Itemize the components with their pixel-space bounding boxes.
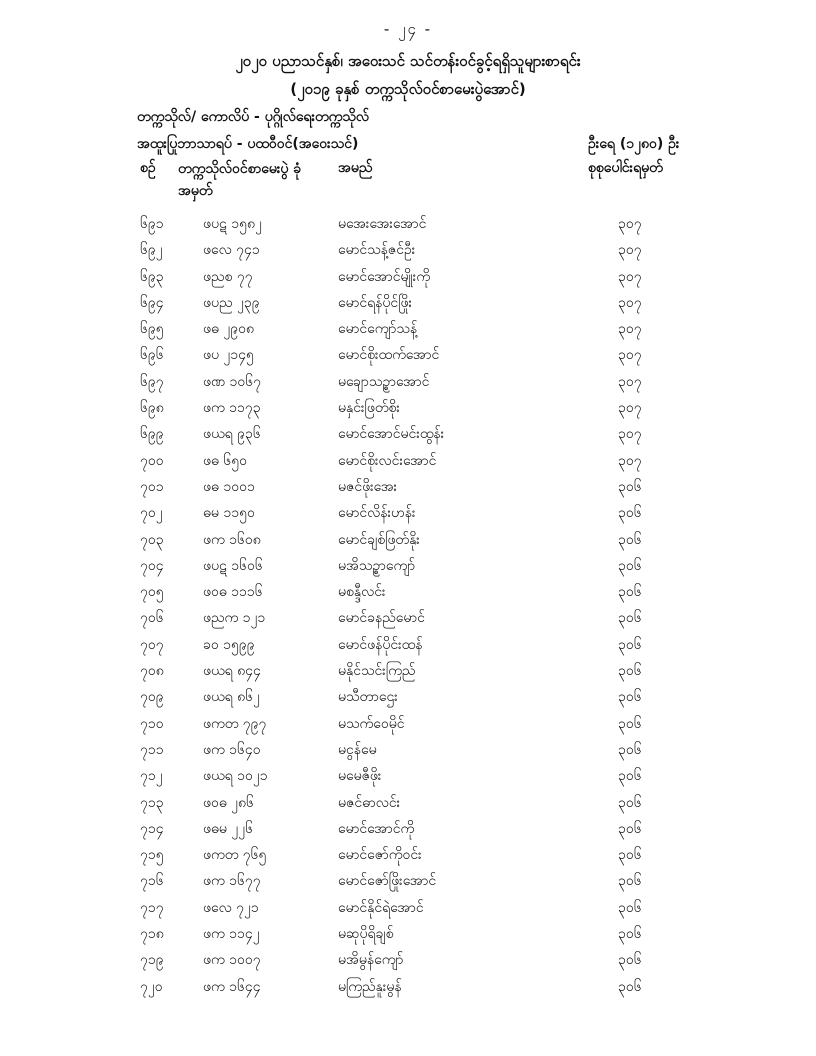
row-roll-number: ဖဓ ၆၅၀	[203, 452, 247, 469]
row-number: ၇၁၅	[140, 847, 164, 864]
table-row	[0, 341, 816, 367]
header-roll: တက္ကသိုလ်ဝင်စာမေးပွဲ ခုံအမှတ်	[178, 161, 302, 199]
row-name: မအိသဥ္စာကျော်	[338, 557, 416, 574]
table-row	[0, 867, 816, 893]
row-total-score: ၃၀၇	[618, 268, 642, 285]
table-row	[0, 973, 816, 999]
row-number: ၆၉၉	[140, 426, 164, 443]
row-roll-number: ဖလေ ၇၂၁	[203, 899, 259, 916]
row-name: မောင်ရန်ပိုင်ဖြိုး	[338, 294, 413, 311]
results-table	[0, 210, 816, 999]
row-roll-number: ဖက ၁၆၇၇	[203, 873, 261, 890]
row-roll-number: ဖက ၁၁၄၂	[203, 926, 260, 943]
row-roll-number: ဖဓ ၁၀၀၁	[203, 478, 255, 495]
row-roll-number: ဖက ၁၆၄၀	[203, 741, 261, 758]
row-name: မောင်အောင်မျိုးကို	[338, 268, 431, 285]
row-name: မချောသဥ္စာအောင်	[338, 373, 430, 390]
row-roll-number: ဖညစ ၇၇	[203, 268, 253, 285]
row-total-score: ၃၀၆	[618, 636, 642, 653]
header-no: စဉ်	[140, 160, 156, 176]
row-roll-number: ဖယရ ၈၆၂	[203, 689, 260, 706]
table-row	[0, 394, 816, 420]
row-total-score: ၃၀၆	[618, 689, 642, 706]
table-row	[0, 499, 816, 525]
table-row	[0, 815, 816, 841]
row-number: ၆၉၆	[140, 347, 164, 364]
row-roll-number: ဖပဋ ၁၅၈၂	[203, 216, 262, 232]
row-total-score: ၃၀၆	[618, 741, 642, 758]
table-row	[0, 526, 816, 552]
table-row	[0, 315, 816, 341]
row-roll-number: ဖကတ ၇၉၇	[203, 715, 267, 732]
table-row	[0, 657, 816, 683]
row-number: ၇၀၈	[140, 663, 164, 680]
row-total-score: ၃၀၆	[618, 926, 642, 943]
row-number: ၇၁၉	[140, 952, 164, 969]
row-number: ၇၁၄	[140, 820, 164, 837]
row-name: မအိမွန်ကျော်	[338, 952, 404, 969]
table-row	[0, 473, 816, 499]
row-total-score: ၃၀၆	[618, 794, 642, 811]
row-number: ၇၀၇	[140, 636, 164, 653]
table-row	[0, 420, 816, 446]
row-name: မောင်ဖန်ပိုင်းထန်	[338, 636, 423, 653]
table-row	[0, 447, 816, 473]
table-row	[0, 236, 816, 262]
row-total-score: ၃၀၆	[618, 820, 642, 837]
row-total-score: ၃၀၆	[618, 557, 642, 574]
row-roll-number: ဖလေ ၇၄၁	[203, 242, 260, 259]
row-roll-number: ဖယရ ၁၀၂၁	[203, 768, 268, 785]
row-name: မောင်နိုင်ရဲအောင်	[338, 899, 424, 916]
row-total-score: ၃၀၆	[618, 663, 642, 680]
row-name: မောင်ဇော်ဖြိုးအောင်	[338, 873, 437, 890]
row-total-score: ၃၀၇	[618, 400, 642, 417]
table-row	[0, 683, 816, 709]
row-name: မောင်အောင်မင်းထွန်း	[338, 426, 445, 443]
row-roll-number: ဖညက ၁၂၁	[203, 610, 266, 627]
row-name: မောင်သန့်ဇင်ဦး	[338, 242, 416, 259]
table-row	[0, 552, 816, 578]
total-count: ဦးရေ (၁၂၈၀) ဦး	[588, 136, 680, 152]
row-number: ၇၀၄	[140, 557, 164, 574]
row-name: မနိုင်သင်းကြည်	[338, 663, 416, 680]
row-roll-number: ဖဓ ၂၉၀၈	[203, 321, 254, 338]
table-row	[0, 736, 816, 762]
row-name: မောင်ကျော်သန့်	[338, 321, 418, 338]
row-number: ၇၀၃	[140, 531, 164, 548]
row-roll-number: ဖဝဓ ၁၁၁၆	[203, 584, 263, 601]
row-name: မဇင်ဓာလင်း	[338, 794, 401, 811]
row-name: မောင်လိန်းဟန်း	[338, 505, 416, 522]
row-total-score: ၃၀၇	[618, 216, 642, 232]
row-number: ၆၉၈	[140, 400, 164, 417]
row-name: မောင်ချစ်ဖြတ်နိုး	[338, 531, 420, 548]
row-number: ၇၀၆	[140, 610, 164, 627]
row-number: ၇၁၈	[140, 926, 164, 943]
row-number: ၆၉၅	[140, 321, 164, 338]
table-row	[0, 894, 816, 920]
row-total-score: ၃၀၆	[618, 873, 642, 890]
row-total-score: ၃၀၇	[618, 242, 642, 259]
row-number: ၆၉၃	[140, 268, 164, 285]
row-number: ၇၁၀	[140, 715, 164, 732]
row-name: မောင်ဇော်ကိုဝင်း	[338, 847, 422, 864]
row-total-score: ၃၀၆	[618, 478, 642, 495]
row-number: ၇၀၉	[140, 689, 164, 706]
row-number: ၇၁၂	[140, 768, 163, 785]
row-roll-number: ဖကတ ၇၆၅	[203, 847, 267, 864]
table-row	[0, 368, 816, 394]
table-row	[0, 710, 816, 736]
row-roll-number: ဖဏ ၁၀၆၇	[203, 373, 262, 390]
row-name: မောင်အောင်ကို	[338, 820, 415, 837]
page-number: - ၂၄ -	[383, 20, 433, 38]
row-total-score: ၃၀၆	[618, 531, 642, 548]
row-number: ၇၂၀	[140, 978, 163, 995]
row-name: မကြည်နူးမွန်	[338, 978, 402, 995]
row-total-score: ၃၀၇	[618, 321, 642, 338]
table-row	[0, 263, 816, 289]
table-row	[0, 578, 816, 604]
row-total-score: ၃၀၆	[618, 505, 642, 522]
subject-line: အထူးပြုဘာသာရပ် - ပထဝီဝင်(အဝေးသင်)	[137, 136, 359, 152]
row-roll-number: ဖဝဓ ၂၈၆	[203, 794, 254, 811]
row-total-score: ၃၀၆	[618, 610, 642, 627]
document-subtitle: (၂၀၁၉ ခုနှစ် တက္ကသိုလ်ဝင်စာမေးပွဲအောင်)	[290, 80, 526, 98]
row-roll-number: ဖဓမ ၂၂၆	[203, 820, 253, 837]
row-roll-number: ဖက ၁၆၄၄	[203, 978, 261, 995]
row-number: ၇၁၃	[140, 794, 164, 811]
row-roll-number: ဖပဋ ၁၆၀၆	[203, 557, 263, 574]
row-name: မမေဇီဖိုး	[338, 768, 382, 785]
row-roll-number: ဖပည ၂၃၉	[203, 294, 260, 311]
row-name: မောင်စိုးလင်းအောင်	[338, 452, 437, 469]
row-name: မစန္ဒီလင်း	[338, 584, 386, 601]
row-total-score: ၃၀၇	[618, 373, 642, 390]
row-number: ၆၉၂	[140, 242, 163, 259]
row-number: ၇၀၅	[140, 584, 164, 601]
university-line: တက္ကသိုလ်/ ကောလိပ် - ပုဂ္ဂိုလ်ရေးတက္ကသိုလ်	[137, 109, 370, 125]
row-total-score: ၃၀၆	[618, 952, 642, 969]
row-roll-number: ဖယရ ၉၃၆	[203, 426, 261, 443]
row-name: မဆုပိုရိချစ်	[338, 926, 394, 943]
table-row	[0, 631, 816, 657]
table-row	[0, 604, 816, 630]
row-total-score: ၃၀၆	[618, 899, 642, 916]
row-number: ၇၁၁	[140, 741, 164, 758]
row-name: မောင်စိုးထက်အောင်	[338, 347, 440, 364]
row-total-score: ၃၀၇	[618, 452, 642, 469]
table-row	[0, 946, 816, 972]
row-roll-number: ဓမ ၁၁၅၀	[203, 505, 255, 522]
header-name: အမည်	[338, 160, 373, 176]
row-roll-number: ဖပ ၂၁၄၅	[203, 347, 254, 364]
row-total-score: ၃၀၇	[618, 426, 642, 443]
header-count: စုစုပေါင်းရမှတ်	[588, 160, 663, 176]
table-row	[0, 789, 816, 815]
row-number: ၇၀၀	[140, 452, 164, 469]
row-number: ၆၉၇	[140, 373, 164, 390]
row-number: ၇၁၆	[140, 873, 164, 890]
row-name: မောင်ခနည်မောင်	[338, 610, 425, 627]
row-total-score: ၃၀၆	[618, 768, 642, 785]
table-row	[0, 920, 816, 946]
row-name: မသက်ဝေမိုင်	[338, 715, 405, 732]
row-roll-number: ဖက ၁၆၀၈	[203, 531, 261, 548]
table-row	[0, 210, 816, 236]
row-name: မအေးအေးအောင်	[338, 216, 427, 232]
row-number: ၆၉၄	[140, 294, 164, 311]
row-total-score: ၃၀၇	[618, 347, 642, 364]
row-name: မနှင်းဖြတ်စိုး	[338, 400, 400, 417]
row-total-score: ၃၀၆	[618, 847, 642, 864]
row-roll-number: ဖယရ ၈၄၄	[203, 663, 261, 680]
row-roll-number: ခဝ ၁၅၉၉	[203, 636, 255, 653]
table-row	[0, 289, 816, 315]
row-total-score: ၃၀၆	[618, 715, 642, 732]
table-row	[0, 762, 816, 788]
row-roll-number: ဖက ၁၀၀၇	[203, 952, 261, 969]
table-row	[0, 841, 816, 867]
document-title: ၂၀၂၀ ပညာသင်နှစ်၊ အဝေးသင် သင်တန်းဝင်ခွင့်ရရှိသူများစာရင်း	[235, 52, 581, 70]
row-total-score: ၃၀၆	[618, 978, 642, 995]
row-name: မဇင်ဖိုးအေး	[338, 478, 398, 495]
row-name: မငွန်မေ	[338, 741, 377, 758]
row-total-score: ၃၀၇	[618, 294, 642, 311]
row-number: ၇၀၁	[140, 478, 164, 495]
row-name: မသီတာဌေး	[338, 689, 398, 706]
row-roll-number: ဖက ၁၁၇၃	[203, 400, 261, 417]
row-number: ၇၁၇	[140, 899, 164, 916]
row-number: ၇၀၂	[140, 505, 163, 522]
row-total-score: ၃၀၆	[618, 584, 642, 601]
row-number: ၆၉၁	[140, 216, 164, 232]
